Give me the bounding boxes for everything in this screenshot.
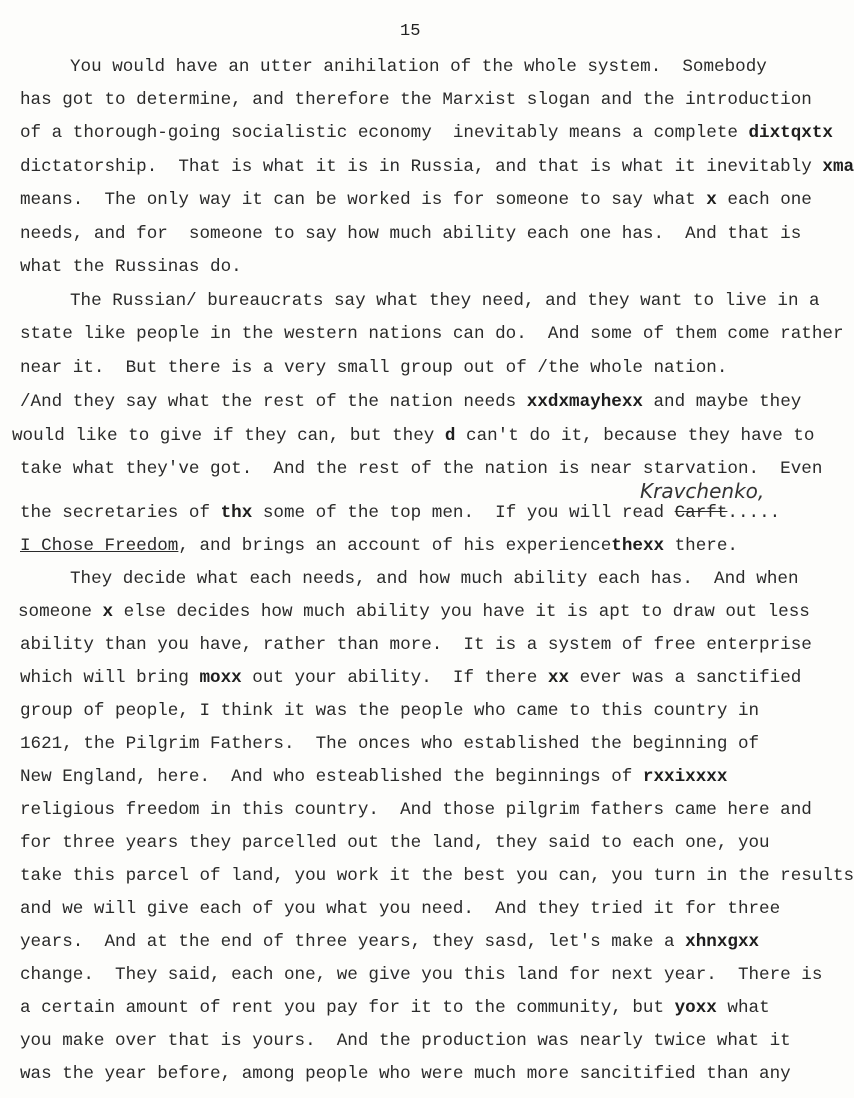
text-line — [20, 834, 770, 852]
typed-over-strikeout: xxdxmayhexx — [526, 392, 643, 412]
text-segment: You would have an utter anihilation of the whole system. Somebody — [70, 57, 767, 77]
text-segment: take what they've got. And the rest of the nation is near starvation. Even — [20, 459, 823, 479]
text-segment: else decides how much ability you have it is apt to draw out less — [113, 602, 810, 622]
text-line — [20, 258, 242, 276]
text-segment: change. They said, each one, we give you this land for next year. There is — [20, 965, 823, 985]
text-line — [20, 91, 812, 109]
text-line — [20, 124, 833, 142]
text-line — [20, 537, 738, 555]
typed-over-strikeout: xhnxgxx — [685, 932, 760, 952]
text-line — [20, 325, 844, 343]
text-line — [20, 702, 759, 720]
text-segment: what the Russinas do. — [20, 257, 242, 277]
text-segment: each one — [716, 190, 812, 210]
page-number: 15 — [400, 22, 421, 41]
text-segment: take this parcel of land, you work it the best you can, you turn in the results — [20, 866, 854, 886]
text-segment: can't do it, because they have to — [455, 426, 815, 446]
text-segment: and maybe they — [642, 392, 802, 412]
text-segment: needs, and for someone to say how much ability each one has. And that is — [20, 224, 802, 244]
typed-over-strikeout: moxx — [199, 668, 242, 688]
typed-over-strikeout: thx — [220, 503, 253, 523]
text-line — [20, 158, 854, 176]
text-segment: has got to determine, and therefore the Marxist slogan and the introduction — [20, 90, 812, 110]
text-segment: you make over that is yours. And the production was nearly twice what it — [20, 1031, 791, 1051]
text-line — [20, 933, 759, 951]
text-line — [20, 867, 854, 885]
text-segment: what — [716, 998, 770, 1018]
text-line — [20, 669, 801, 687]
typed-over-strikeout: x — [102, 602, 114, 622]
text-segment: dictatorship. That is what it is in Russia, and that is what it inevitably — [20, 157, 823, 177]
text-line — [70, 292, 820, 310]
text-line — [20, 768, 727, 786]
text-segment: ability than you have, rather than more. It is a system of free enterprise — [20, 635, 812, 655]
text-line — [20, 1065, 791, 1083]
text-segment: some of the top men. If you will read — [252, 503, 675, 523]
text-line — [70, 570, 799, 588]
text-line — [70, 58, 767, 76]
text-segment: near it. But there is a very small group out of /the whole nation. — [20, 358, 728, 378]
text-line — [20, 359, 727, 377]
text-line — [12, 427, 814, 445]
text-line — [20, 999, 770, 1017]
text-line — [20, 636, 812, 654]
text-line — [20, 191, 812, 209]
text-segment: New England, here. And who esteablished the beginnings of — [20, 767, 643, 787]
text-line — [18, 603, 810, 621]
text-segment: the secretaries of — [20, 503, 221, 523]
text-segment: was the year before, among people who were much more sancitified than any — [20, 1064, 791, 1084]
text-segment: , and brings an account of his experience — [178, 536, 612, 556]
typed-over-strikeout: rxxixxxx — [642, 767, 728, 787]
text-segment: years. And at the end of three years, they sasd, let's make a — [20, 932, 686, 952]
handwritten-annotation: Kravchenko, — [640, 479, 765, 503]
text-line — [20, 900, 780, 918]
text-segment: for three years they parcelled out the land, they said to each one, you — [20, 833, 770, 853]
text-segment: out your ability. If there — [241, 668, 548, 688]
text-line — [20, 393, 801, 411]
typed-over-strikeout: x — [706, 190, 717, 210]
text-segment: means. The only way it can be worked is for someone to say what — [20, 190, 707, 210]
text-segment: someone — [18, 602, 103, 622]
text-segment: of a thorough-going socialistic economy inevitably means a complete — [20, 123, 749, 143]
typed-over-strikeout: yoxx — [674, 998, 717, 1018]
text-line — [20, 460, 822, 478]
text-segment: ..... — [727, 503, 781, 523]
text-segment: They decide what each needs, and how much ability each has. And when — [70, 569, 799, 589]
typed-over-strikeout: d — [444, 426, 456, 446]
text-line — [20, 735, 759, 753]
typed-over-strikeout: thexx — [611, 536, 665, 556]
text-segment: 1621, the Pilgrim Fathers. The onces who established the beginning of — [20, 734, 760, 754]
typed-over-strikeout: dixtqxtx — [748, 123, 833, 143]
text-line — [20, 1032, 791, 1050]
text-segment: ever was a sanctified — [569, 668, 802, 688]
typed-over-strikeout: xx — [547, 668, 570, 688]
text-segment: would like to give if they can, but they — [12, 426, 445, 446]
text-line — [20, 504, 780, 522]
text-line — [20, 225, 801, 243]
text-segment: there. — [664, 536, 738, 556]
text-segment: a certain amount of rent you pay for it to the community, but — [20, 998, 675, 1018]
text-segment: /And they say what the rest of the nation needs — [20, 392, 527, 412]
text-line — [20, 966, 822, 984]
text-line — [20, 801, 812, 819]
typed-over-strikeout: xma — [822, 157, 854, 177]
text-segment: and we will give each of you what you need. And they tried it for three — [20, 899, 781, 919]
text-segment: which will bring — [20, 668, 200, 688]
text-segment: religious freedom in this country. And those pilgrim fathers came here and — [20, 800, 812, 820]
underlined-title: I Chose Freedom — [20, 536, 179, 556]
text-segment: state like people in the western nations can do. And some of them come rather — [20, 324, 844, 344]
text-segment: The Russian/ bureaucrats say what they need, and they want to live in a — [70, 291, 820, 311]
text-segment: group of people, I think it was the people who came to this country in — [20, 701, 760, 721]
struck-word: Carft — [674, 503, 728, 523]
